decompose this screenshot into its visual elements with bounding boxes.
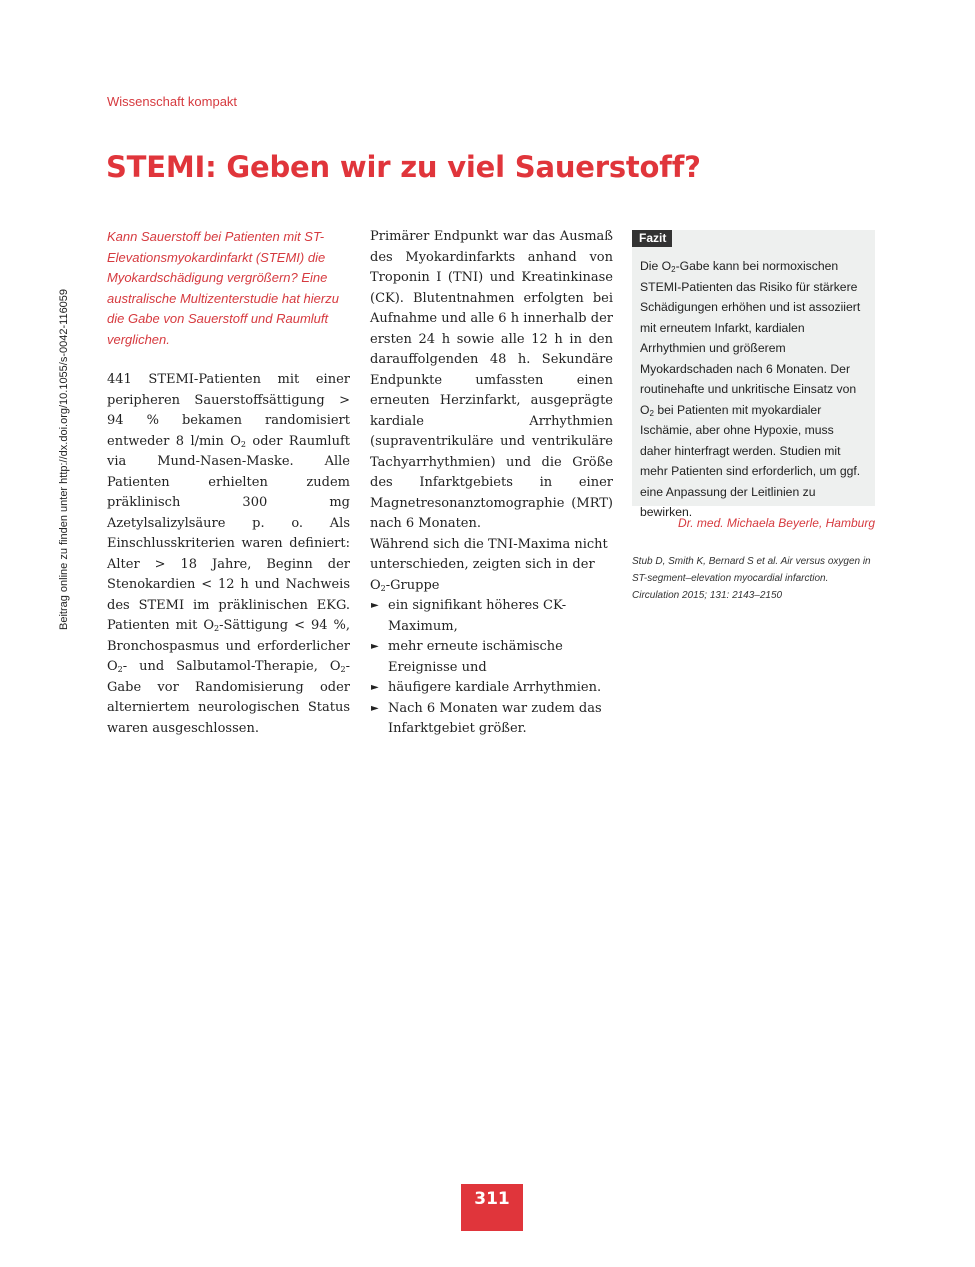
list-item-text: mehr erneute ischämische Ereignisse und [388,639,563,675]
column-1 [107,227,350,739]
endpoint-paragraph: Primärer Endpunkt war das Ausmaß des Myokardinfarkts anhand von Troponin I (TNI) und Kreatinkinase (CK). Blutentnahmen erfolgten bei Aufnahme und alle 6 h innerhalb der ersten 24 h sowie alle 12 h in den darauffolgenden 48 h. Sekundäre Endpunkte umfassten einen erneuten Herzinfarkt, ausgeprägte kardiale Arrhythmien (supraventrikuläre und ventrikuläre Tachyarrhythmien) und die Größe des Infarktgebiets in einer Magnetresonanztomographie (MRT) nach 6 Monaten. [370,229,613,531]
subscript: 2 [213,624,220,633]
subscript: 2 [671,265,676,274]
results-list [370,596,613,740]
subscript: 2 [117,665,123,674]
body-text: Während sich die TNI-Maxima nicht unterschieden, zeigten sich in der O [370,536,608,593]
author-credit: Dr. med. Michaela Beyerle, Hamburg [678,516,875,530]
study-design-paragraph [107,370,350,739]
body-text: Die O [640,259,672,273]
subscript: 2 [649,408,654,418]
fazit-label: Fazit [632,230,672,247]
body-text: -Gabe vor Randomisierung oder alterniertem neurologischen Status waren ausgeschlossen. [107,659,350,736]
body-text: oder Raumluft via Mund-Nasen-Maske. Alle Patienten erhielten zudem präklinisch 300 mg Azetylsalizylsäure p. o. Als Einschlusskriterien waren definiert: Alter > 18 Jahre, Beginn der Stenokardien < 12 h und Nachweis des STEMI im präklinischen EKG. Patienten mit O [107,433,350,633]
subscript: 2 [340,665,346,674]
bullet-arrow-icon: ► [371,702,379,714]
results-paragraph [370,535,613,597]
body-text: -Gruppe [385,577,440,593]
body-text: -Sättigung < 94 %, Bronchospasmus und erforderlicher O [107,618,350,674]
list-item [370,637,613,678]
article-title: STEMI: Geben wir zu viel Sauerstoff? [106,150,701,184]
page-number: 311 [461,1184,523,1231]
list-item-text: häufigere kardiale Arrhythmien. [388,680,602,695]
body-text: -Gabe kann bei normoxischen STEMI-Patienten das Risiko für stärkere Schädigungen erhöhen und ist assoziiert mit erneutem Infarkt, kardialen Arrhythmien und größerem Myokardschaden nach 6 Monaten. Der routinehafte und unkritische Einsatz von O [640,259,861,417]
bullet-arrow-icon: ► [371,641,379,652]
fazit-box [632,230,875,519]
list-item-text: Nach 6 Monaten war zudem das Infarktgebiet größer. [388,700,602,736]
reference-citation: Stub D, Smith K, Bernard S et al. Air versus oxygen in ST-segment–elevation myocardial infarction. Circulation 2015; 131: 2143–2150 [632,556,871,601]
body-text: - und Salbutamol-Therapie, O [122,659,341,674]
body-text: 441 STEMI-Patienten mit einer peripheren Sauerstoffsättigung > 94 % bekamen randomisiert entweder 8 l/min O [107,372,350,449]
column-2 [370,227,613,740]
doi-side-note: Beitrag online zu finden unter http://dx.doi.org/10.1055/s-0042-116059 [58,288,70,630]
section-label: Wissenschaft kompakt [107,94,238,109]
subscript: 2 [240,439,246,449]
body-text: bei Patienten mit myokardialer Ischämie, aber ohne Hypoxie, muss daher hinterfragt werden. Studien mit mehr Patienten sind erforderlich, um ggf. eine Anpassung der Leitlinien zu bewirken. [640,402,861,519]
bullet-arrow-icon: ► [371,600,379,611]
list-item [370,596,613,637]
list-item [370,699,613,740]
bullet-arrow-icon: ► [371,682,379,693]
list-item-text: ein signifikant höheres CK-Maximum, [388,598,567,634]
fazit-text [640,256,868,523]
lead-paragraph: Kann Sauerstoff bei Patienten mit ST-Elevationsmyokardinfarkt (STEMI) die Myokardschädigung vergrößern? Eine australische Multizenterstudie hat hierzu die Gabe von Sauerstoff und Raumluft verglichen. [107,229,339,347]
subscript: 2 [380,583,386,593]
list-item [370,678,613,699]
